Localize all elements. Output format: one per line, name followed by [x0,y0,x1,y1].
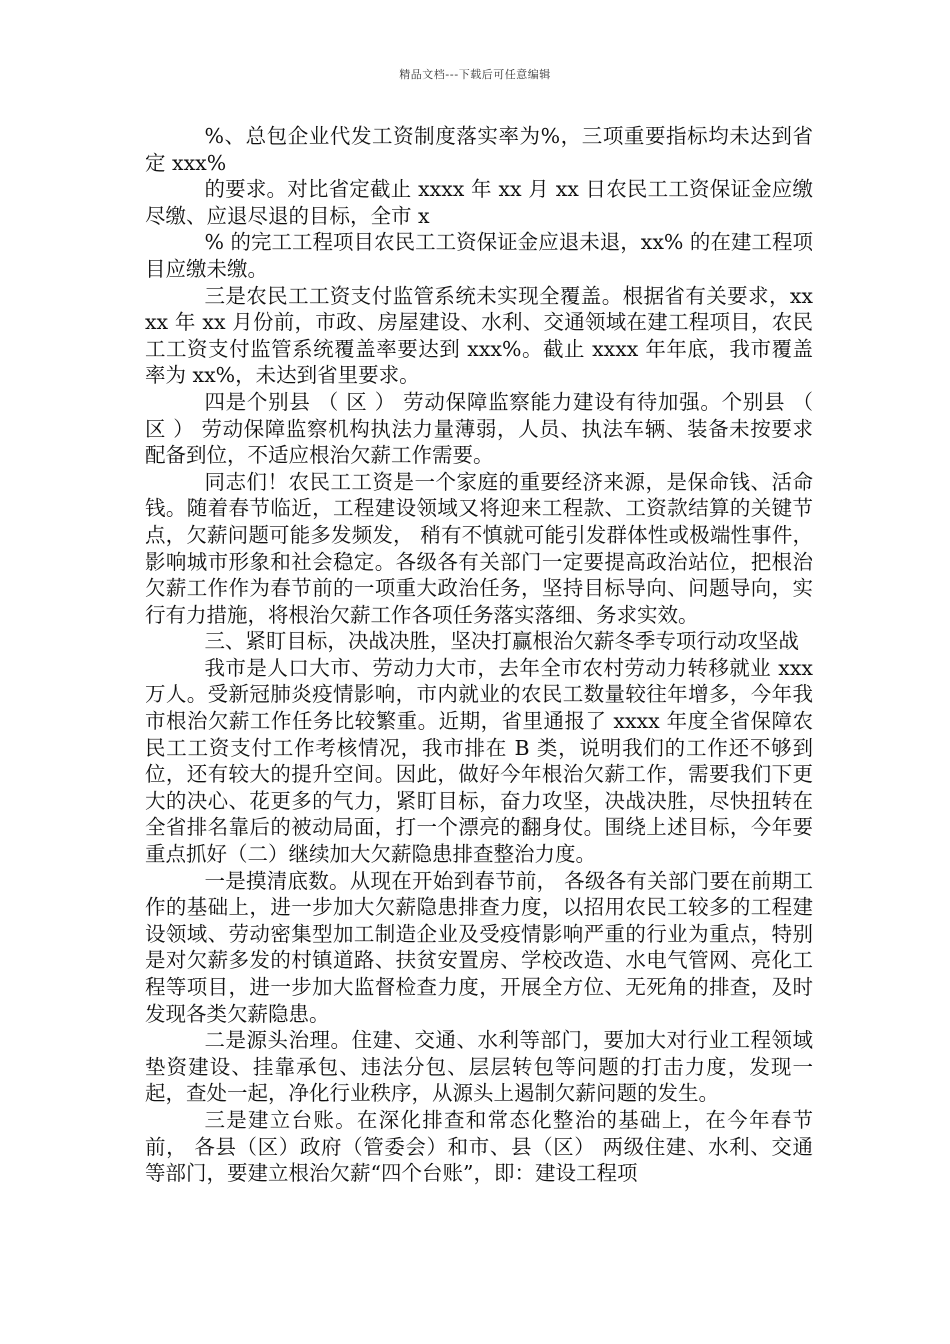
page-header: 精品文档---下载后可任意编辑 [399,68,551,81]
paragraph: 四是个别县 （ 区 ） 劳动保障监察能力建设有待加强。个别县 （ 区 ） 劳动保障监察机构执法力量薄弱，人员、执法车辆、装备未按要求配备到位，不适应根治欠薪工作需要。 [145,389,813,468]
paragraph: 的要求。对比省定截止 xxxx 年 xx 月 xx 日农民工工资保证金应缴尽缴、应退尽退的目标，全市 x [145,177,813,228]
paragraph: 三是农民工工资支付监管系统未实现全覆盖。根据省有关要求，xxxx 年 xx 月份前，市政、房屋建设、水利、交通领域在建工程项目，农民工工资支付监管系统覆盖率要达到 xxx%。截止 xxxx 年年底，我市覆盖率为 xx%，未达到省里要求。 [145,283,813,388]
paragraph: 一是摸清底数。从现在开始到春节前， 各级各有关部门要在前期工作的基础上，进一步加大欠薪隐患排查力度，以招用农民工较多的工程建设领域、劳动密集型加工制造企业及受疫情影响严重的行业为重点，特别是对欠薪多发的村镇道路、扶贫安置房、学校改造、水电气管网、亮化工程等项目，进一步加大监督检查力度，开展全方位、无死角的排查，及时发现各类欠薪隐患。 [145,868,813,1026]
paragraph: 我市是人口大市、劳动力大市，去年全市农村劳动力转移就业 xxx 万人。受新冠肺炎疫情影响，市内就业的农民工数量较往年增多，今年我市根治欠薪工作任务比较繁重。近期，省里通报了 xxxx 年度全省保障农民工工资支付工作考核情况，我市排在 B 类，说明我们的工作还不够到位，还有较大的提升空间。因此，做好今年根治欠薪工作，需要我们下更大的决心、花更多的气力，紧盯目标，奋力攻坚，决战决胜，尽快扭转在全省排名靠后的被动局面，打一个漂亮的翻身仗。围绕上述目标，今年要重点抓好（二）继续加大欠薪隐患排查整治力度。 [145,655,813,867]
section-heading: 三、紧盯目标，决战决胜，坚决打赢根治欠薪冬季专项行动攻坚战 [204,629,799,654]
paragraph: 二是源头治理。住建、交通、水利等部门，要加大对行业工程领域垫资建设、挂靠承包、违法分包、层层转包等问题的打击力度，发现一起，查处一起，净化行业秩序，从源头上遏制欠薪问题的发生。 [145,1028,813,1106]
paragraph: % 的完工工程项目农民工工资保证金应退未退，xx% 的在建工程项目应缴未缴。 [145,230,813,281]
document-body [145,123,813,1187]
paragraph: 三是建立台账。在深化排查和常态化整治的基础上，在今年春节前， 各县（区）政府（管委会）和市、县（区） 两级住建、水利、交通等部门，要建立根治欠薪“四个台账”，即：建设工程项 [145,1107,813,1186]
paragraph: %、总包企业代发工资制度落实率为%，三项重要指标均未达到省定 xxx% [145,124,813,175]
paragraph: 同志们！农民工工资是一个家庭的重要经济来源，是保命钱、活命钱。随着春节临近，工程建设领域又将迎来工程款、工资款结算的关键节点，欠薪问题可能多发频发， 稍有不慎就可能引发群体性或极端性事件， 影响城市形象和社会稳定。各级各有关部门一定要提高政治站位，把根治欠薪工作作为春节前的一项重大政治任务，坚持目标导向、问题导向，实行有力措施，将根治欠薪工作各项任务落实落细、务求实效。 [145,469,813,627]
